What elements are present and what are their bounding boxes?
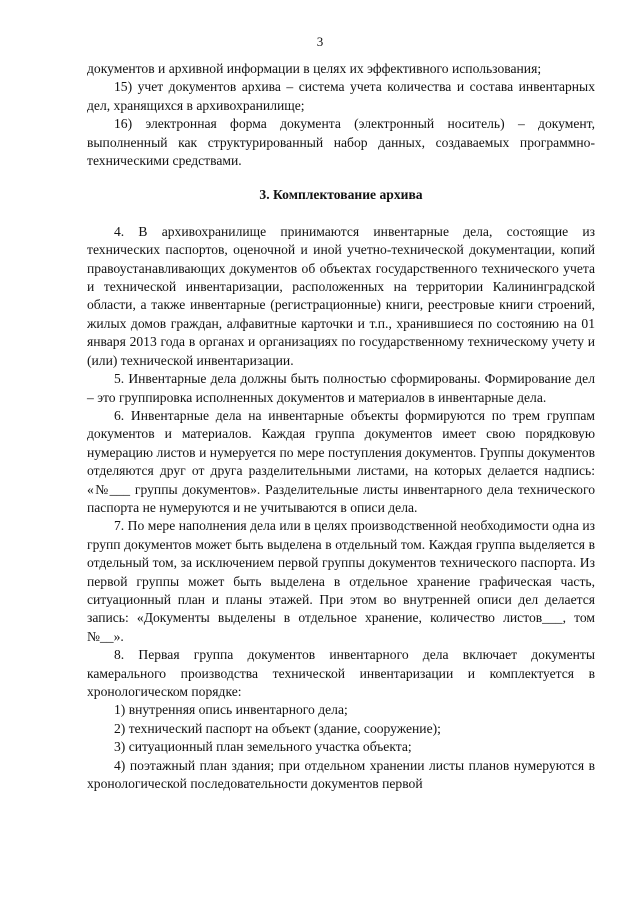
list-item-3: 3) ситуационный план земельного участка объекта; [114,739,412,755]
paragraph-clause-7: 7. По мере наполнения дела или в целях производственной необходимости одна из групп документов может быть выделена в отдельный том. Каждая группа выделяется в отдельный том, за исключением первой группы документов технического паспорта. Из первой группы может быть выделена в отдельное хранение графическая часть, ситуационный план и планы этажей. При этом во внутренней описи дел делается запись: «Документы выделены в отдельное хранение, количество листов___, том №__». [87,518,595,644]
paragraph-clause-5: 5. Инвентарные дела должны быть полностью сформированы. Формирование дел – это группировка исполненных документов и материалов в инвентарные дела. [87,371,595,405]
list-item-1: 1) внутренняя опись инвентарного дела; [114,702,348,718]
paragraph-clause-6: 6. Инвентарные дела на инвентарные объекты формируются по трем группам документов и материалов. Каждая группа документов имеет свою порядковую нумерацию листов и нумеруется по мере поступления документов. Группы документов отделяются друг от друга разделительными листами, на которых делается надпись: «№___ группы документов». Разделительные листы инвентарного дела технического паспорта не нумеруются и не учитываются в описи дела. [87,407,595,515]
paragraph-continuation: документов и архивной информации в целях их эффективного использования; [87,61,542,76]
page-number: 3 [316,34,324,49]
paragraph-clause-8: 8. Первая группа документов инвентарного дела включает документы камерального производства технической инвентаризации и комплектуется в хронологическом порядке: [87,647,595,699]
list-item-4: 4) поэтажный план здания; при отдельном хранении листы планов нумеруются в хронологической последовательности документов первой [87,757,595,792]
document-body [87,60,595,793]
paragraph-item-16: 16) электронная форма документа (электронный носитель) – документ, выполненный как структурированный набор данных, создаваемых программно-техническими средствами. [87,116,595,169]
section-heading: 3. Комплектование архива [259,187,423,203]
paragraph-item-15: 15) учет документов архива – система учета количества и состава инвентарных дел, хранящихся в архивохранилище; [87,79,595,113]
list-item-2: 2) технический паспорт на объект (здание, сооружение); [114,720,441,736]
paragraph-clause-4: 4. В архивохранилище принимаются инвентарные дела, состоящие из технических паспортов, оценочной и иной учетно-технической документации, копий правоустанавливающих документов об объектах государственного технического учета и технической инвентаризации, расположенных на территории Калининградской области, а также инвентарные (регистрационные) книги, реестровые книги строений, жилых домов граждан, алфавитные карточки и т.п., хранившиеся по состоянию на 01 января 2013 года в органах и организациях по государственному техническому учету и (или) технической инвентаризации. [87,223,595,368]
